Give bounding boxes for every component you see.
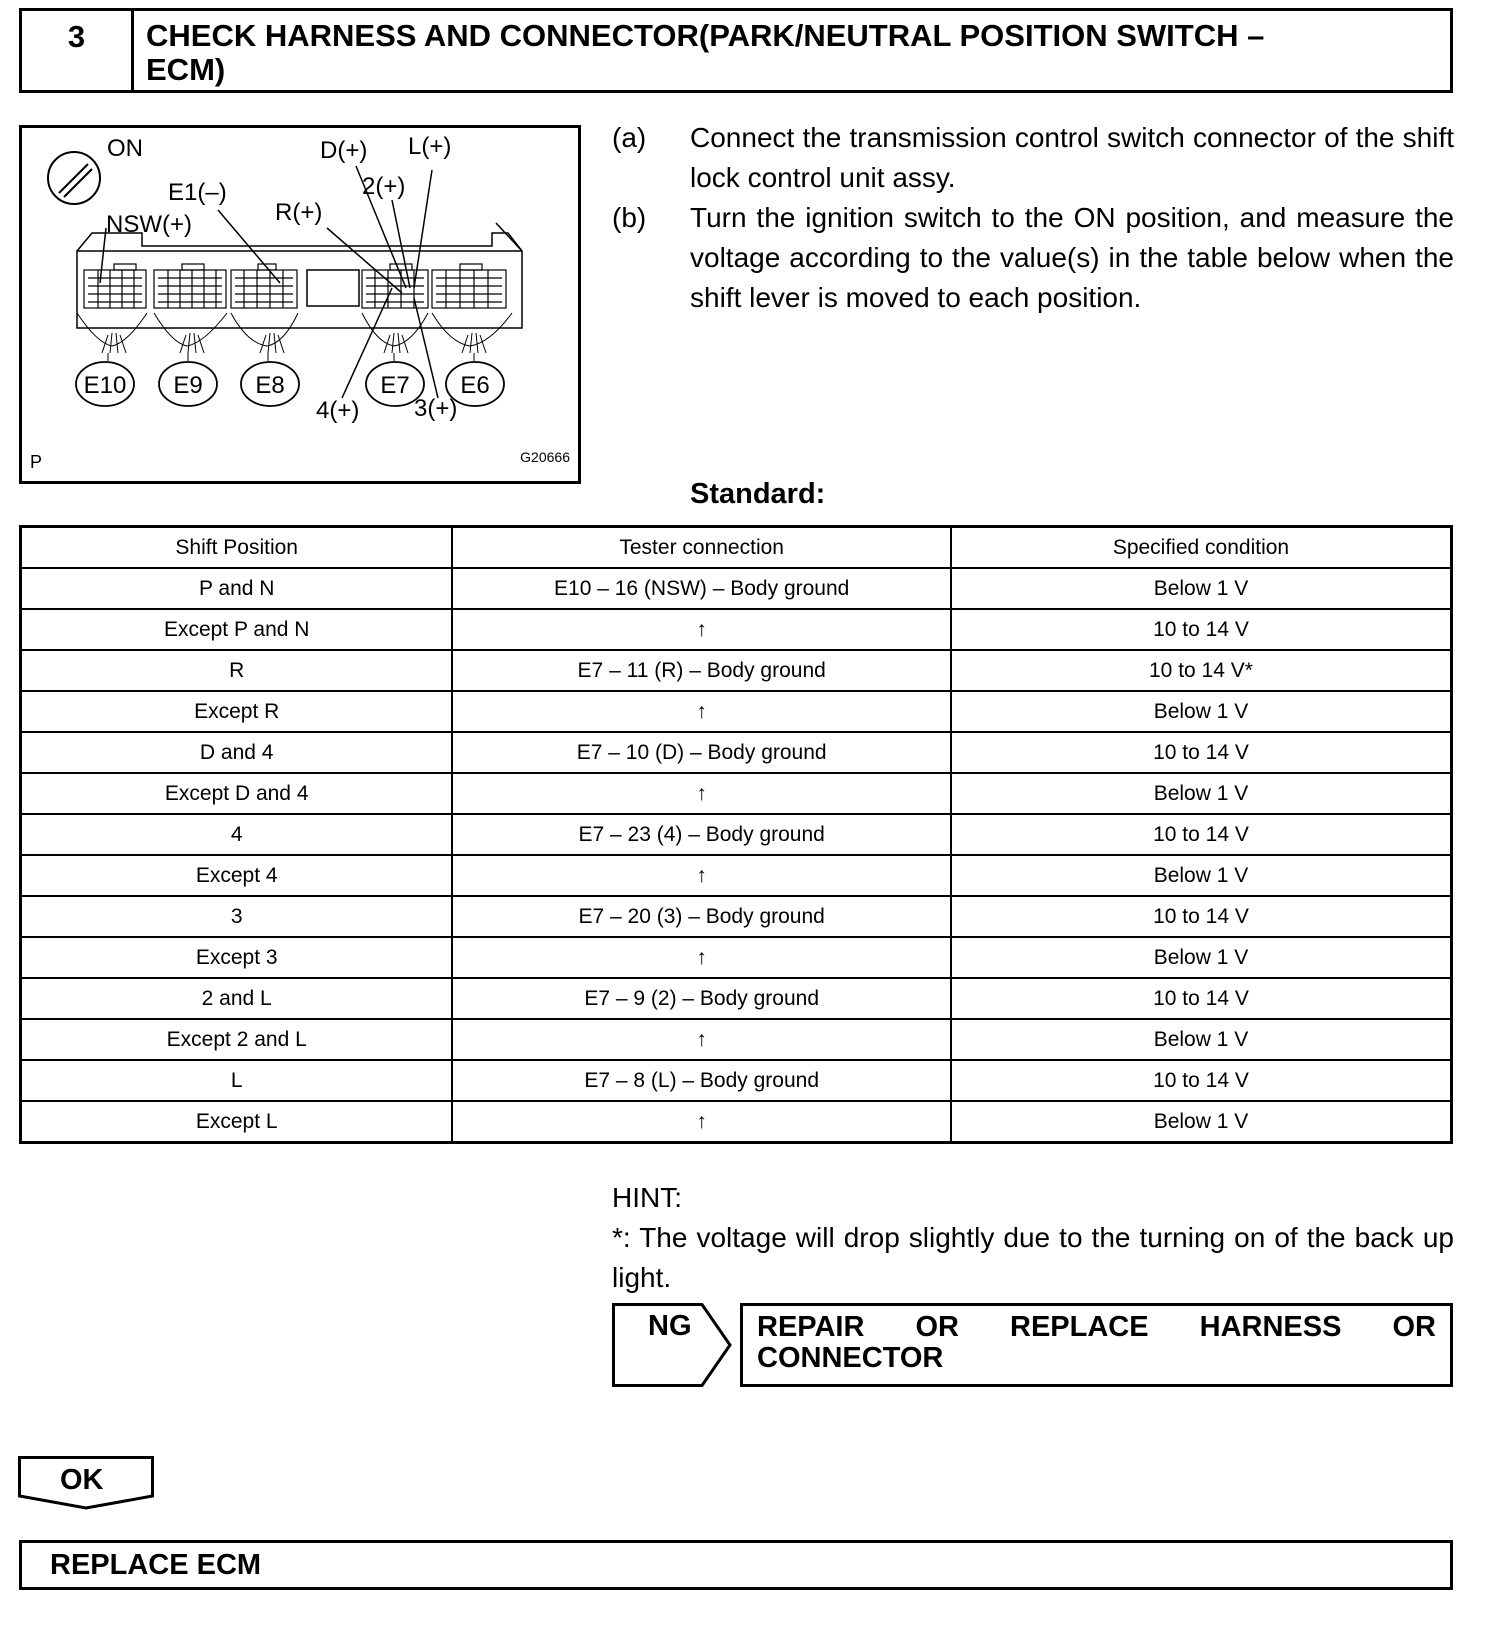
table-cell: ↑ [452, 609, 951, 650]
label-four: 4(+) [316, 397, 360, 424]
hint-title: HINT: [612, 1182, 682, 1213]
table-cell: 10 to 14 V [951, 609, 1452, 650]
table-row [21, 691, 1452, 732]
table-row [21, 896, 1452, 937]
table-cell: ↑ [452, 855, 951, 896]
table-cell: 3 [21, 896, 453, 937]
table-cell: Except 3 [21, 937, 453, 978]
figure-code: G20666 [520, 449, 570, 465]
table-cell: Below 1 V [951, 1101, 1452, 1143]
ng-action-box [740, 1303, 1453, 1387]
table-cell: E7 – 20 (3) – Body ground [452, 896, 951, 937]
table-cell: P and N [21, 568, 453, 609]
hint-text: *: The voltage will drop slightly due to the turning on of the back up light. [612, 1222, 1454, 1293]
step-title-line2: ECM) [146, 52, 226, 87]
table-row [21, 732, 1452, 773]
table-cell: Except 4 [21, 855, 453, 896]
column-header: Specified condition [951, 527, 1452, 569]
label-nsw: NSW(+) [106, 211, 192, 238]
standard-label: Standard: [690, 478, 826, 510]
table-row [21, 855, 1452, 896]
instruction-letter: (a) [612, 122, 647, 153]
step-number: 3 [22, 11, 134, 90]
label-three: 3(+) [414, 395, 458, 422]
column-header: Shift Position [21, 527, 453, 569]
table-row [21, 1019, 1452, 1060]
table-cell: 10 to 14 V* [951, 650, 1452, 691]
label-on: ON [107, 135, 143, 162]
table-cell: Below 1 V [951, 691, 1452, 732]
instruction-text: Turn the ignition switch to the ON position, and measure the voltage according to the value(s) in the table below when the shift lever is moved to each position. [690, 202, 1454, 313]
spec-table [19, 525, 1453, 1144]
table-cell: 10 to 14 V [951, 814, 1452, 855]
table-cell: E7 – 9 (2) – Body ground [452, 978, 951, 1019]
connector-label-e7: E7 [380, 372, 410, 399]
table-cell: ↑ [452, 691, 951, 732]
table-cell: 10 to 14 V [951, 732, 1452, 773]
table-cell: ↑ [452, 937, 951, 978]
table-row [21, 650, 1452, 691]
table-row [21, 609, 1452, 650]
table-cell: Except P and N [21, 609, 453, 650]
step-title-line1: CHECK HARNESS AND CONNECTOR(PARK/NEUTRAL POSITION SWITCH – [146, 18, 1265, 53]
table-cell: Below 1 V [951, 937, 1452, 978]
ng-word: OR [915, 1311, 959, 1343]
replace-ecm-box: REPLACE ECM [19, 1540, 1453, 1590]
ignition-key-icon [48, 152, 100, 204]
table-cell: D and 4 [21, 732, 453, 773]
wire-harness [77, 313, 512, 361]
label-l: L(+) [408, 133, 452, 160]
instruction-letter: (b) [612, 202, 647, 233]
table-row [21, 1060, 1452, 1101]
table-header-row [21, 527, 1452, 569]
ng-word: REPLACE [1010, 1311, 1149, 1343]
label-e1: E1(–) [168, 179, 227, 206]
table-cell: L [21, 1060, 453, 1101]
table-row [21, 814, 1452, 855]
instruction-text: Connect the transmission control switch connector of the shift lock control unit assy. [690, 122, 1454, 193]
table-cell: ↑ [452, 773, 951, 814]
ng-word: HARNESS [1199, 1311, 1342, 1343]
hint [612, 1178, 1454, 1298]
connector-blocks [84, 264, 506, 308]
table-row [21, 568, 1452, 609]
table-cell: E10 – 16 (NSW) – Body ground [452, 568, 951, 609]
connector-label-e6: E6 [460, 372, 490, 399]
instruction-b [612, 198, 1454, 318]
table-cell: Below 1 V [951, 855, 1452, 896]
table-cell: R [21, 650, 453, 691]
ecm-body [77, 223, 522, 328]
ng-action-line1 [757, 1312, 1436, 1343]
connector-label-e8: E8 [255, 372, 285, 399]
table-cell: Below 1 V [951, 568, 1452, 609]
table-cell: 4 [21, 814, 453, 855]
ng-word: REPAIR [757, 1311, 865, 1343]
table-cell: ↑ [452, 1101, 951, 1143]
instruction-a [612, 118, 1454, 198]
table-cell: ↑ [452, 1019, 951, 1060]
ng-label: NG [648, 1310, 692, 1342]
table-cell: E7 – 10 (D) – Body ground [452, 732, 951, 773]
label-r: R(+) [275, 199, 323, 226]
table-cell: 2 and L [21, 978, 453, 1019]
table-row [21, 978, 1452, 1019]
ok-label: OK [60, 1464, 104, 1496]
table-cell: Except D and 4 [21, 773, 453, 814]
table-cell: E7 – 8 (L) – Body ground [452, 1060, 951, 1101]
table-cell: 10 to 14 V [951, 896, 1452, 937]
step-header [19, 8, 1453, 93]
table-cell: Below 1 V [951, 773, 1452, 814]
ng-word: OR [1392, 1311, 1436, 1343]
figure-corner-label: P [30, 452, 43, 472]
column-header: Tester connection [452, 527, 951, 569]
connector-label-e9: E9 [173, 372, 203, 399]
table-row [21, 773, 1452, 814]
table-cell: 10 to 14 V [951, 978, 1452, 1019]
table-cell: Except R [21, 691, 453, 732]
label-two: 2(+) [362, 173, 406, 200]
ecm-connector-diagram [22, 128, 578, 481]
table-row [21, 1101, 1452, 1143]
connector-figure [19, 125, 581, 484]
instructions [612, 118, 1454, 318]
table-cell: Except 2 and L [21, 1019, 453, 1060]
step-title [134, 11, 1450, 90]
table-cell: E7 – 23 (4) – Body ground [452, 814, 951, 855]
connector-label-e10: E10 [83, 372, 127, 399]
table-cell: 10 to 14 V [951, 1060, 1452, 1101]
table-cell: E7 – 11 (R) – Body ground [452, 650, 951, 691]
table-cell: Except L [21, 1101, 453, 1143]
table-cell: Below 1 V [951, 1019, 1452, 1060]
table-row [21, 937, 1452, 978]
ng-action-line2: CONNECTOR [757, 1342, 944, 1374]
label-d: D(+) [320, 137, 368, 164]
